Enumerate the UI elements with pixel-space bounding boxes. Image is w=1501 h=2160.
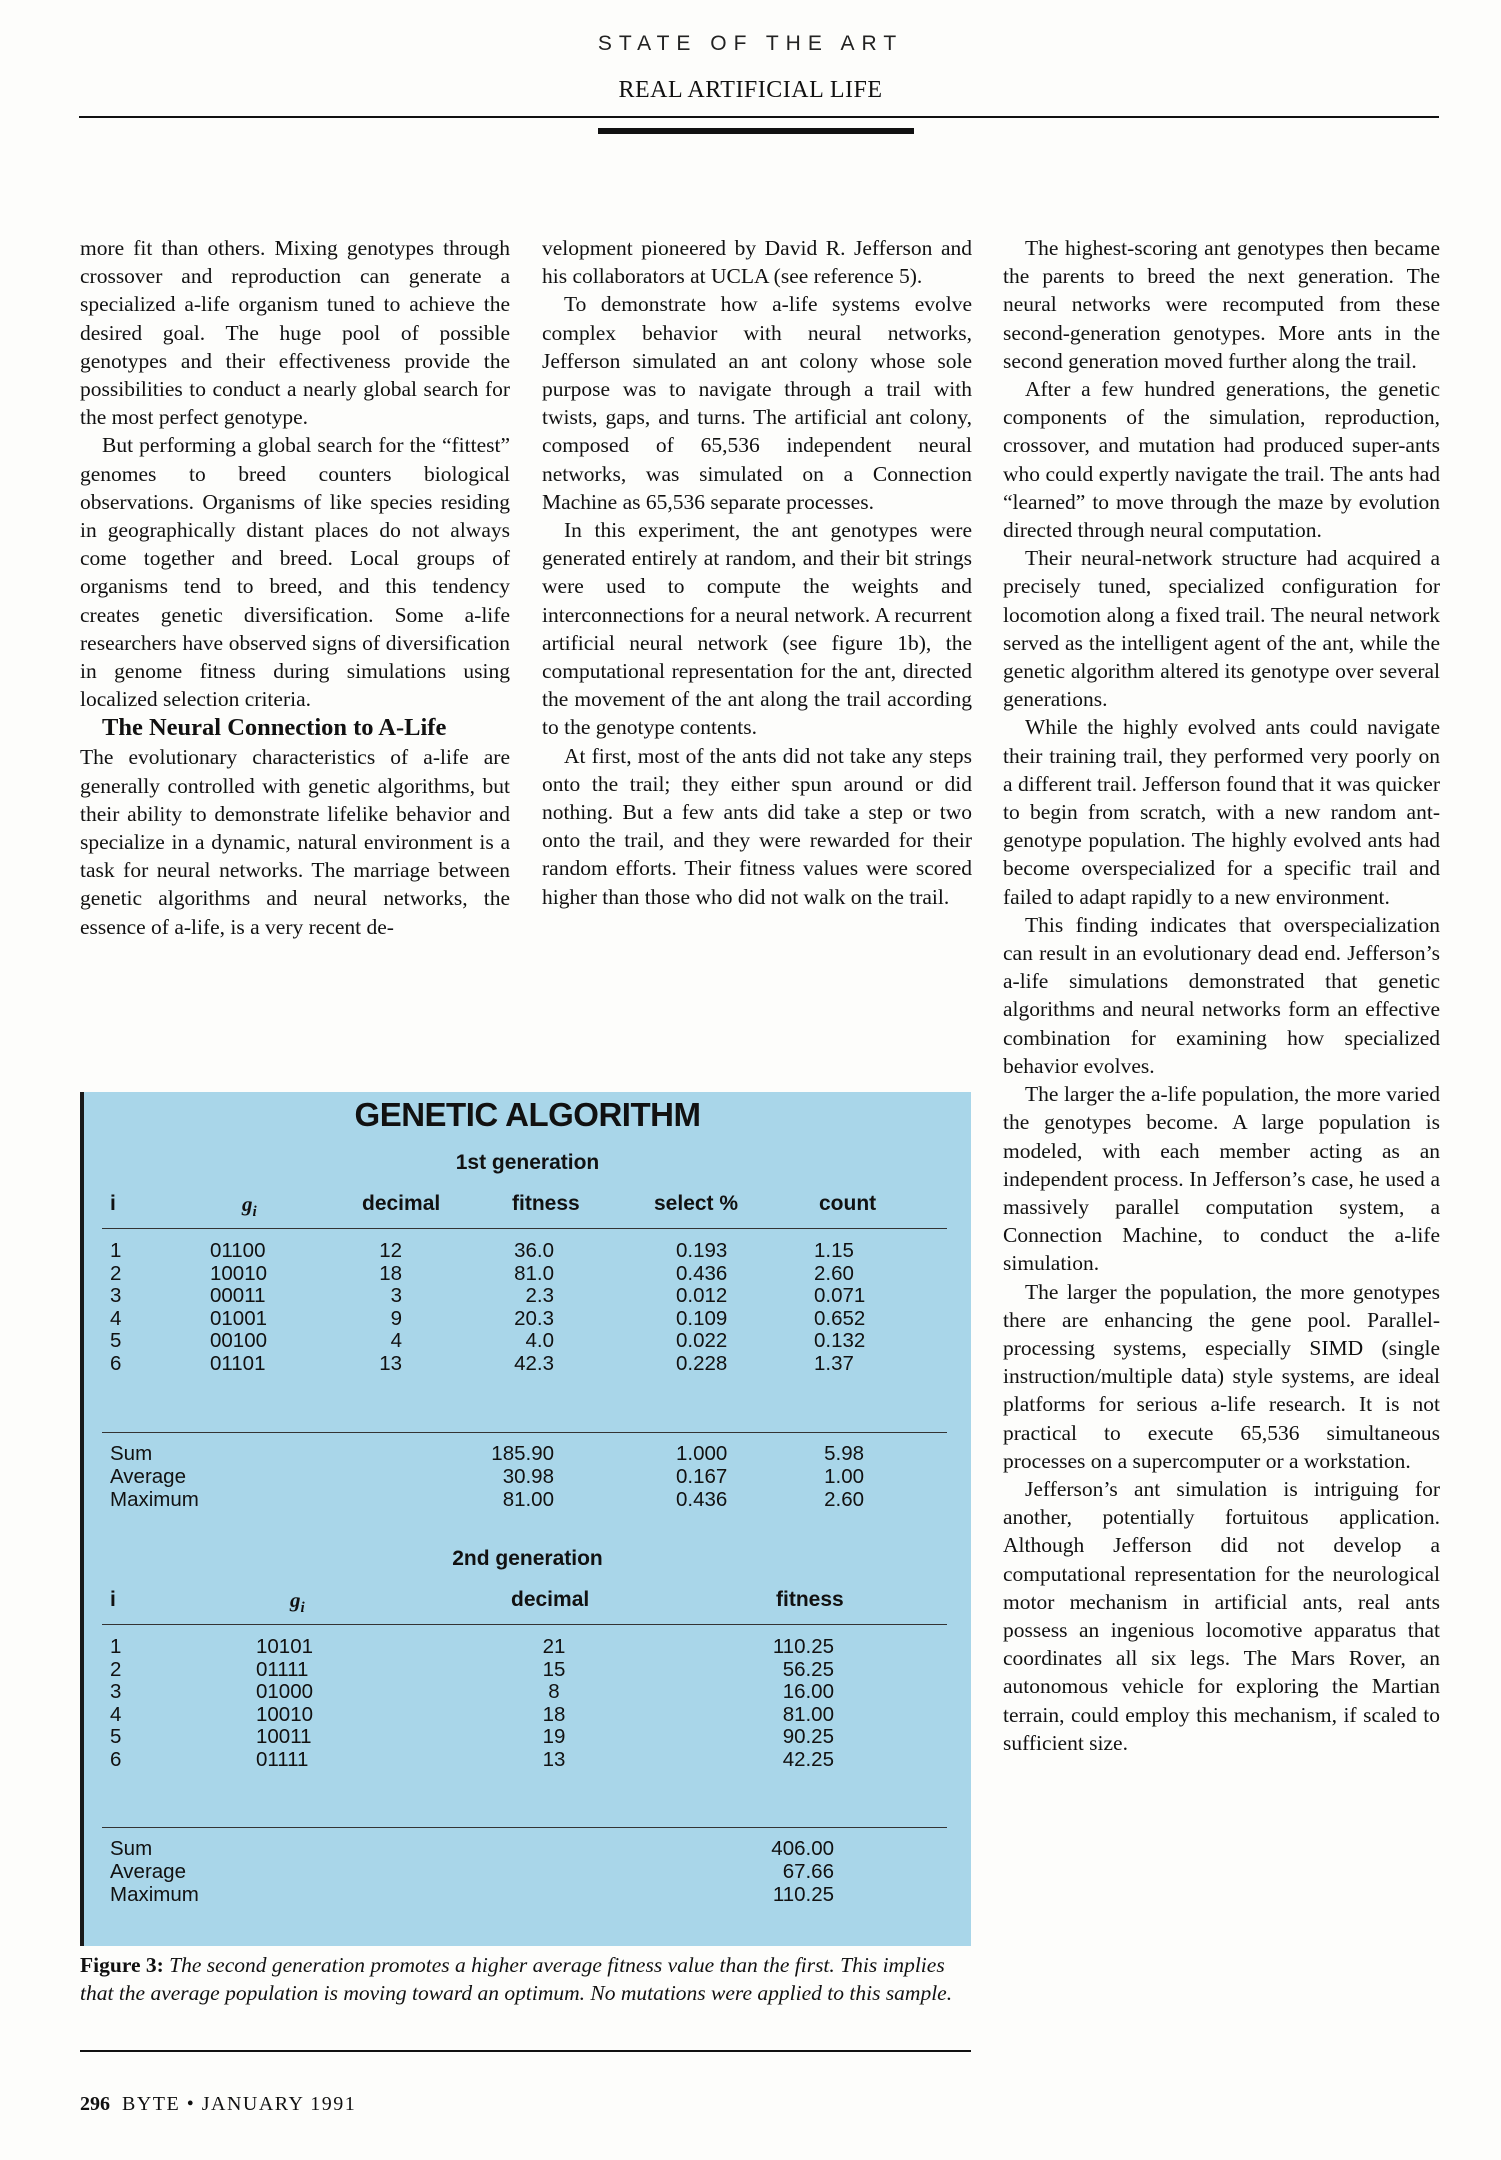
col-header-fitness: fitness bbox=[512, 1192, 580, 1215]
cell-fitness: 2.3 bbox=[525, 1284, 554, 1308]
summary-count: 5.98 bbox=[824, 1442, 864, 1465]
cell-count: 0.652 bbox=[814, 1306, 866, 1330]
paragraph: Their neural-network structure had acquired a precisely tuned, specialized configuration for locomotion along a fixed trail. The neural network served as the intelligent agent of the ant, while the genetic algorithm altered its genotype over several generations. bbox=[1003, 546, 1440, 712]
paragraph: The larger the a-life population, the more varied the genotypes become. A large population is modeled, with each member acting as an independent process. In Jefferson’s case, he used a massively parallel computation system, a Connection Machine, to conduct the a-life simulation. bbox=[1003, 1082, 1440, 1276]
summary-select: 0.436 bbox=[676, 1488, 728, 1511]
cell-count: 2.60 bbox=[814, 1261, 854, 1285]
text-column-2 bbox=[542, 234, 972, 911]
cell-fitness: 90.25 bbox=[782, 1725, 834, 1749]
table-row bbox=[84, 1748, 971, 1778]
summary-fitness: 81.00 bbox=[502, 1488, 554, 1511]
cell-genotype: 01111 bbox=[256, 1748, 309, 1771]
summary-row bbox=[84, 1488, 971, 1518]
cell-decimal: 15 bbox=[542, 1657, 566, 1681]
cell-fitness: 36.0 bbox=[514, 1239, 554, 1262]
summary-select: 1.000 bbox=[676, 1442, 728, 1465]
cell-decimal: 12 bbox=[379, 1239, 402, 1262]
table-rule bbox=[102, 1432, 947, 1433]
paragraph: To demonstrate how a-life systems evolve complex behavior with neural networks, Jefferson simulated an ant colony whose sole purpose was to navigate through a trail with twists, gaps, and turns. The artificial ant colony, composed of 65,536 independent neural networks, was simulated on a Connection Machine as 65,536 separate processes. bbox=[542, 292, 972, 514]
col-header-i: i bbox=[110, 1192, 116, 1215]
cell-index: 2 bbox=[110, 1261, 122, 1285]
table-rule bbox=[102, 1228, 947, 1229]
cell-fitness: 56.25 bbox=[782, 1657, 834, 1681]
cell-decimal: 4 bbox=[390, 1329, 402, 1353]
cell-genotype: 01111 bbox=[256, 1657, 309, 1681]
summary-label: Sum bbox=[110, 1442, 153, 1465]
cell-select: 0.228 bbox=[676, 1352, 728, 1375]
gen1-header-row bbox=[84, 1192, 971, 1222]
col-header-decimal: decimal bbox=[511, 1588, 590, 1611]
cell-select: 0.109 bbox=[676, 1306, 728, 1330]
summary-label: Sum bbox=[110, 1837, 153, 1860]
cell-genotype: 01001 bbox=[210, 1306, 268, 1330]
col-header-g: $g_i$ bbox=[242, 1192, 257, 1221]
table-row bbox=[84, 1352, 971, 1382]
summary-label: Average bbox=[110, 1860, 186, 1883]
text-column-1 bbox=[80, 234, 510, 941]
cell-select: 0.436 bbox=[676, 1261, 728, 1285]
cell-fitness: 20.3 bbox=[514, 1306, 554, 1330]
cell-count: 1.37 bbox=[814, 1352, 854, 1375]
cell-genotype: 10101 bbox=[256, 1635, 314, 1658]
col-header-i: i bbox=[110, 1588, 116, 1611]
paragraph: While the highly evolved ants could navigate their training trail, they performed very poorly on a different trail. Jefferson found that it was quicker to begin from scratch, with a new random ant-genotype population. The highly evolved ants had become overspecialized for a specific trail and failed to adapt rapidly to a new environment. bbox=[1003, 715, 1440, 909]
page-number: 296 bbox=[80, 2093, 110, 2115]
cell-decimal: 8 bbox=[548, 1680, 560, 1704]
col-header-g: $g_i$ bbox=[290, 1588, 305, 1617]
publication-line: BYTE • JANUARY 1991 bbox=[122, 2093, 357, 2115]
cell-decimal: 3 bbox=[390, 1284, 402, 1308]
summary-row bbox=[84, 1883, 971, 1913]
col-header-fitness: fitness bbox=[776, 1588, 844, 1611]
cell-select: 0.193 bbox=[676, 1239, 728, 1262]
cell-genotype: 10010 bbox=[256, 1702, 314, 1726]
cell-decimal: 13 bbox=[379, 1352, 402, 1375]
cell-index: 3 bbox=[110, 1680, 122, 1704]
col-header-decimal: decimal bbox=[362, 1192, 441, 1215]
col-header-select: select % bbox=[654, 1192, 739, 1215]
cell-genotype: 01101 bbox=[210, 1352, 266, 1375]
section-kicker: STATE OF THE ART bbox=[597, 32, 904, 55]
cell-genotype: 10011 bbox=[256, 1725, 312, 1749]
cell-decimal: 21 bbox=[542, 1635, 566, 1658]
cell-decimal: 18 bbox=[542, 1702, 566, 1726]
paragraph: The highest-scoring ant genotypes then became the parents to breed the next generation. The neural networks were recomputed from these second-generation genotypes. More ants in the second generation moved further along the trail. bbox=[1003, 236, 1440, 373]
cell-index: 4 bbox=[110, 1702, 122, 1726]
cell-genotype: 00011 bbox=[210, 1284, 266, 1308]
cell-index: 5 bbox=[110, 1725, 122, 1749]
cell-count: 0.071 bbox=[814, 1284, 866, 1308]
col-header-count: count bbox=[819, 1192, 877, 1215]
cell-fitness: 16.00 bbox=[782, 1680, 834, 1704]
cell-index: 6 bbox=[110, 1352, 122, 1375]
paragraph: In this experiment, the ant genotypes were generated entirely at random, and their bit strings were used to compute the weights and interconnections for a neural network. A recurrent artificial neural network (see figure 1b), the computational representation for the ant, directed the movement of the ant along the trail according to the genotype contents. bbox=[542, 518, 972, 740]
cell-index: 5 bbox=[110, 1329, 122, 1353]
cell-decimal: 18 bbox=[379, 1261, 402, 1285]
gen1-label: 1st generation bbox=[455, 1151, 600, 1174]
header-bar bbox=[598, 128, 914, 134]
cell-index: 3 bbox=[110, 1284, 122, 1308]
gen2-label: 2nd generation bbox=[452, 1547, 603, 1570]
cell-index: 1 bbox=[110, 1239, 122, 1262]
figure-title: GENETIC ALGORITHM bbox=[354, 1096, 701, 1133]
summary-count: 1.00 bbox=[824, 1465, 864, 1488]
paragraph: Jefferson’s ant simulation is intriguing for another, potentially fortuitous application. Although Jefferson did not develop a computational representation for the neurological motor mechanism in artificial ants, real ants possess an ingenious locomotive apparatus that coordinates all six legs. The Mars Rover, an autonomous vehicle for exploring the Martian terrain, could employ this mechanism, if scaled to sufficient size. bbox=[1003, 1476, 1440, 1755]
cell-genotype: 01000 bbox=[256, 1680, 314, 1704]
cell-count: 1.15 bbox=[814, 1239, 854, 1262]
summary-fitness: 67.66 bbox=[782, 1860, 834, 1883]
genetic-algorithm-figure bbox=[80, 1092, 971, 1946]
cell-fitness: 110.25 bbox=[772, 1635, 834, 1658]
cell-decimal: 19 bbox=[542, 1725, 566, 1749]
paragraph: This finding indicates that overspecialization can result in an evolutionary dead end. Jefferson’s a-life simulations demonstrated that genetic algorithms and neural networks form an effective combination for examining how specialized behavior evolves. bbox=[1003, 912, 1440, 1078]
cell-decimal: 9 bbox=[390, 1306, 402, 1330]
subhead: The Neural Connection to A-Life bbox=[102, 714, 447, 742]
cell-index: 6 bbox=[110, 1748, 122, 1771]
figure-caption bbox=[80, 1952, 960, 2007]
cell-index: 1 bbox=[110, 1635, 122, 1658]
cell-genotype: 01100 bbox=[210, 1239, 266, 1262]
summary-count: 2.60 bbox=[824, 1488, 864, 1511]
paragraph: After a few hundred generations, the genetic components of the simulation, reproduction, crossover, and mutation had produced super-ants who could expertly navigate the trail. The ants had “learned” to move through the maze by evolution directed through neural computation. bbox=[1003, 377, 1440, 543]
cell-count: 0.132 bbox=[814, 1329, 866, 1353]
cell-index: 4 bbox=[110, 1306, 122, 1330]
cell-genotype: 00100 bbox=[210, 1329, 268, 1353]
summary-fitness: 30.98 bbox=[502, 1465, 554, 1488]
paragraph: velopment pioneered by David R. Jefferson and his collaborators at UCLA (see reference 5). bbox=[542, 236, 972, 289]
cell-fitness: 81.0 bbox=[514, 1261, 554, 1285]
paragraph: more fit than others. Mixing genotypes through crossover and reproduction can generate a specialized a-life organism tuned to achieve the desired goal. The huge pool of possible genotypes and their effectiveness provide the possibilities to conduct a nearly global search for the most perfect genotype. bbox=[80, 236, 510, 430]
page-footer bbox=[80, 2093, 356, 2116]
caption-text: The second generation promotes a higher average fitness value than the first. This implies that the average population is moving toward an optimum. No mutations were applied to this sample. bbox=[80, 1953, 953, 2005]
article-title: REAL ARTIFICIAL LIFE bbox=[618, 77, 883, 103]
summary-fitness: 406.00 bbox=[771, 1837, 834, 1860]
paragraph: The evolutionary characteristics of a-life are generally controlled with genetic algorithms, but their ability to demonstrate lifelike behavior and specialize in a dynamic, natural environment is a task for neural networks. The marriage between genetic algorithms and neural networks, the essence of a-life, is a very recent de- bbox=[80, 745, 510, 939]
cell-genotype: 10010 bbox=[210, 1261, 268, 1285]
paragraph: The larger the population, the more genotypes there are enhancing the gene pool. Parallel-processing systems, especially SIMD (single instruction/multiple data) style systems, are ideal platforms for serious a-life research. It is not practical to execute 65,536 simultaneous processes on a supercomputer or a workstation. bbox=[1003, 1279, 1440, 1473]
cell-fitness: 42.25 bbox=[782, 1748, 834, 1771]
caption-label: Figure 3: bbox=[80, 1953, 164, 1977]
summary-label: Maximum bbox=[110, 1488, 199, 1511]
summary-fitness: 185.90 bbox=[491, 1442, 554, 1465]
summary-select: 0.167 bbox=[676, 1465, 728, 1488]
header-rule bbox=[79, 116, 1439, 118]
cell-decimal: 13 bbox=[542, 1748, 566, 1771]
cell-select: 0.012 bbox=[676, 1284, 728, 1308]
cell-index: 2 bbox=[110, 1657, 122, 1681]
text-column-3 bbox=[1003, 234, 1440, 1757]
cell-fitness: 81.00 bbox=[782, 1702, 834, 1726]
table-rule bbox=[102, 1624, 947, 1625]
summary-fitness: 110.25 bbox=[772, 1883, 834, 1906]
paragraph: At first, most of the ants did not take any steps onto the trail; they either spun around or did nothing. But a few ants did take a step or two onto the trail, and they were rewarded for their random efforts. Their fitness values were scored higher than those who did not walk on the trail. bbox=[542, 743, 972, 909]
summary-label: Average bbox=[110, 1465, 186, 1488]
summary-label: Maximum bbox=[110, 1883, 199, 1906]
table-rule bbox=[102, 1827, 947, 1828]
cell-fitness: 4.0 bbox=[525, 1329, 554, 1353]
caption-rule bbox=[80, 2050, 971, 2052]
paragraph: But performing a global search for the “fittest” genomes to breed counters biological observations. Organisms of like species residing in geographically distant places do not always come together and breed. Local groups of organisms tend to breed, and this tendency creates genetic diversification. Some a-life researchers have observed signs of diversification in genome fitness during simulations using localized selection criteria. bbox=[80, 433, 510, 712]
gen2-header-row bbox=[84, 1588, 971, 1618]
cell-select: 0.022 bbox=[676, 1329, 728, 1353]
cell-fitness: 42.3 bbox=[514, 1352, 554, 1375]
